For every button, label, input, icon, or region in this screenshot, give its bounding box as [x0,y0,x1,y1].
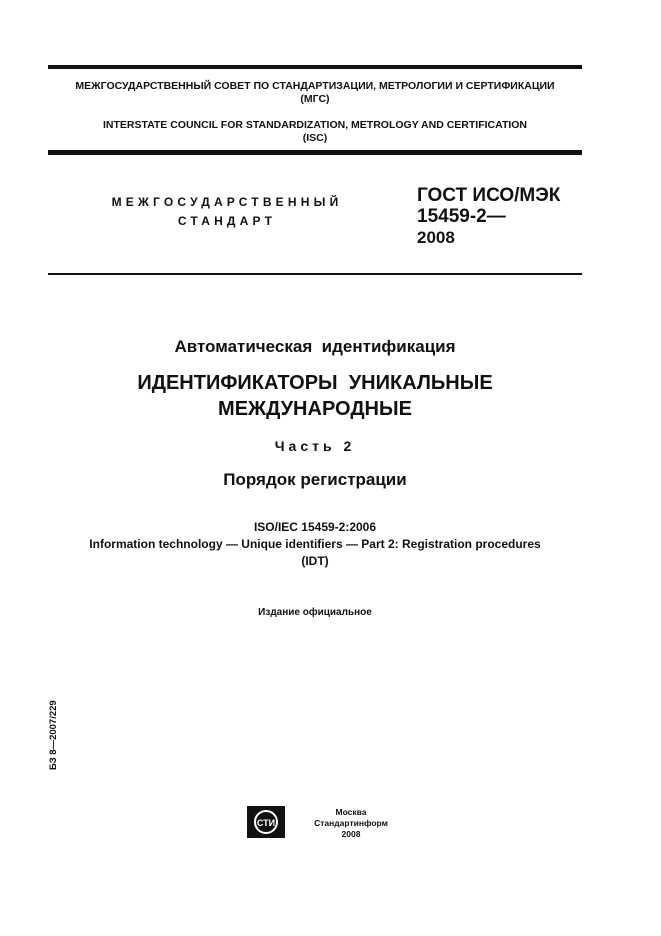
iso-reference [48,519,582,570]
standard-designation [417,185,560,248]
publisher-year: 2008 [341,829,361,839]
designation-line2: 15459-2— [417,206,506,227]
top-rule [48,65,582,69]
designation-rule [48,273,582,275]
main-title-line1: ИДЕНТИФИКАТОРЫ УНИКАЛЬНЫЕ [137,372,493,394]
side-code: БЗ 8—2007/229 [48,700,59,770]
designation-line3: 2008 [417,228,455,247]
standard-label [92,193,362,231]
council-en-abbr: (ISC) [302,132,328,144]
main-title-line2: МЕЖДУНАРОДНЫЕ [218,398,412,420]
equivalence: (IDT) [301,554,329,568]
part-number: Часть 2 [274,438,356,454]
publisher-info [296,807,406,840]
english-title: Information technology — Unique identifiers — Part 2: Registration procedures [89,537,541,551]
standartinform-logo-icon [251,809,281,835]
part-title: Порядок регистрации [223,470,407,489]
publisher-logo [247,806,285,838]
publisher-city: Москва [335,807,367,817]
iso-number: ISO/IEC 15459-2:2006 [253,520,377,534]
header-rule [48,150,582,155]
edition-note: Издание официальное [258,607,372,618]
council-ru-abbr: (МГС) [300,93,330,105]
publisher-name: Стандартинформ [314,818,388,828]
logo-text: СТИ [256,818,276,828]
council-ru [48,80,582,106]
designation-line1: ГОСТ ИСО/МЭК [417,185,561,206]
council-en [48,119,582,145]
council-en-text: INTERSTATE COUNCIL FOR STANDARDIZATION, METROLOGY AND CERTIFICATION [102,119,528,131]
standard-label-line1: МЕЖГОСУДАРСТВЕННЫЙ [111,195,343,209]
standard-label-line2: СТАНДАРТ [177,214,277,228]
subtitle: Автоматическая идентификация [174,337,456,356]
council-ru-text: МЕЖГОСУДАРСТВЕННЫЙ СОВЕТ ПО СТАНДАРТИЗАЦИИ, МЕТРОЛОГИИ И СЕРТИФИКАЦИИ [75,80,555,92]
